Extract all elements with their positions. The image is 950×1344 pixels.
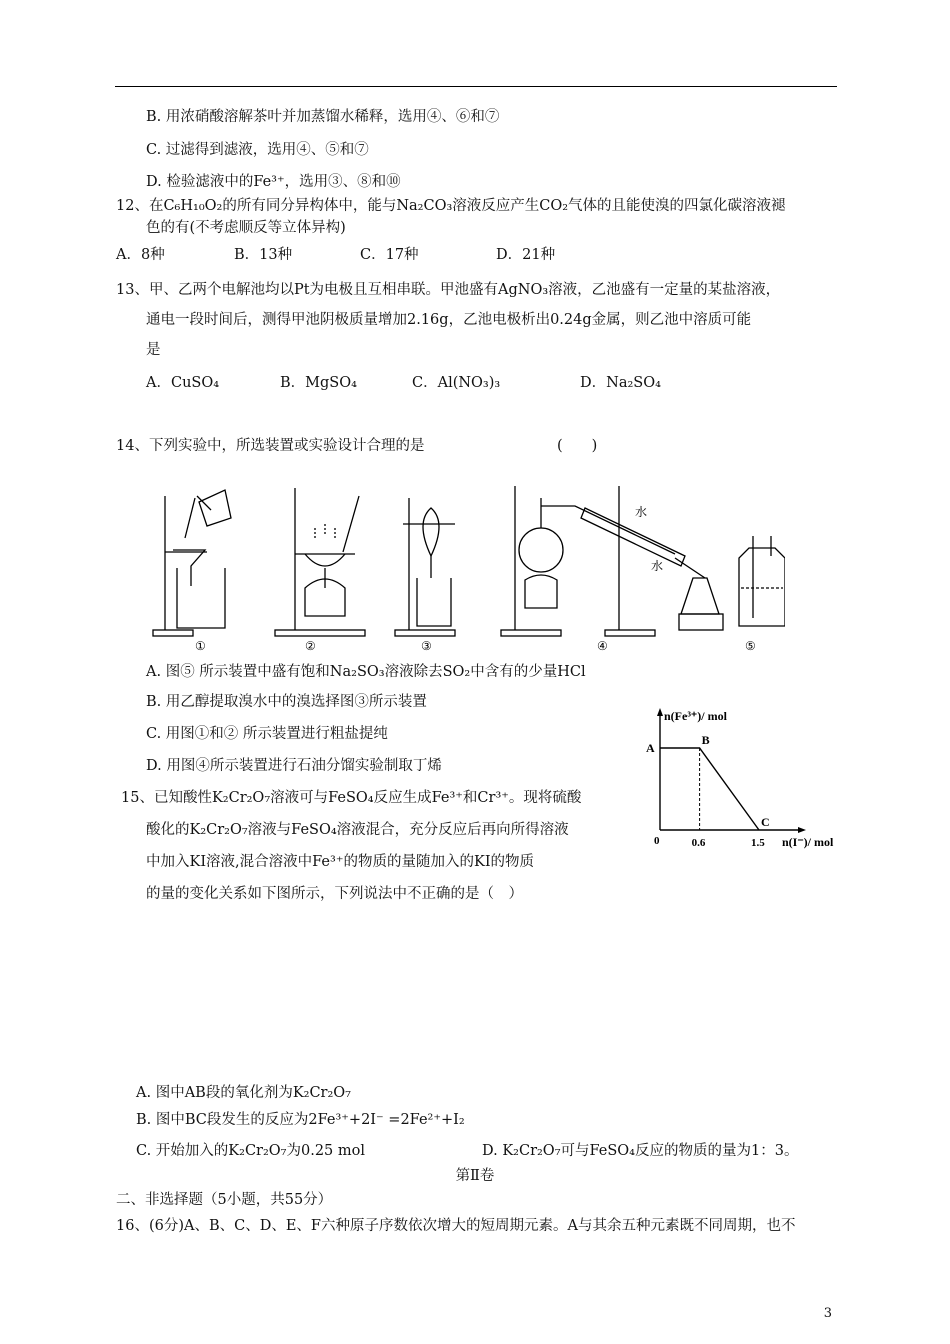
- q15-line-1: 15、已知酸性K₂Cr₂O₇溶液可与FeSO₄反应生成Fe³⁺和Cr³⁺。现将硫酸: [121, 790, 582, 806]
- apparatus-label-3: ③: [421, 639, 432, 653]
- q13-option-a: A．CuSO₄: [146, 375, 220, 391]
- q12-option-d: D．21种: [496, 247, 556, 263]
- y-axis-arrow: [657, 708, 663, 716]
- q12-option-c: C．17种: [360, 247, 419, 263]
- q14-option-b: B. 用乙醇提取溴水中的溴选择图③所示装置: [146, 694, 427, 710]
- apparatus-label-2: ②: [305, 639, 316, 653]
- q11-option-d: D. 检验滤液中的Fe³⁺，选用③、⑧和⑩: [146, 174, 401, 190]
- q13-option-d: D．Na₂SO₄: [580, 375, 661, 391]
- point-label-a: A: [646, 741, 655, 755]
- q14-option-a: A. 图⑤ 所示装置中盛有饱和Na₂SO₃溶液除去SO₂中含有的少量HCl: [146, 664, 586, 680]
- apparatus-3: [395, 498, 455, 636]
- x-tick-label: 0.6: [691, 837, 706, 849]
- point-label-b: B: [701, 733, 710, 747]
- x-tick-label: 1.5: [751, 837, 765, 849]
- point-label-c: C: [761, 815, 770, 829]
- series-line: [660, 748, 759, 830]
- volume-2-title: 第Ⅱ卷: [455, 1168, 495, 1184]
- apparatus-label-4: ④: [597, 639, 608, 653]
- q13-line-1: 13、甲、乙两个电解池均以Pt为电极且互相串联。甲池盛有AgNO₃溶液，乙池盛有一定量的某盐溶液，: [116, 282, 781, 298]
- header-rule: [115, 86, 837, 87]
- q12-option-a: A．8种: [116, 247, 165, 263]
- q13-options: [146, 373, 661, 393]
- q13-line-3: 是: [146, 342, 161, 358]
- q15-line-2: 酸化的K₂Cr₂O₇溶液与FeSO₄溶液混合，充分反应后再向所得溶液: [146, 822, 569, 838]
- apparatus-1: [153, 490, 231, 636]
- q14-option-d: D. 用图④所示装置进行石油分馏实验制取丁烯: [146, 758, 442, 774]
- q16-line-1: 16、(6分)A、B、C、D、E、F六种原子序数依次增大的短周期元素。A与其余五种元素既不同周期，也不: [116, 1218, 796, 1234]
- q15-line-3: 中加入KI溶液,混合溶液中Fe³⁺的物质的量随加入的KI的物质: [146, 854, 535, 870]
- q11-option-b: B. 用浓硝酸溶解茶叶并加蒸馏水稀释，选用④、⑥和⑦: [146, 109, 500, 125]
- apparatus-5: [739, 536, 785, 626]
- q14-answer-paren: ( ): [557, 438, 598, 454]
- q11-option-c: C. 过滤得到滤液，选用④、⑤和⑦: [146, 142, 369, 158]
- q12-line-2: 色的有(不考虑顺反等立体异构): [146, 220, 346, 236]
- water-in-label: 水: [651, 559, 664, 573]
- q12-options: [116, 245, 555, 265]
- apparatus-4: [501, 486, 723, 636]
- fe-ki-chart: [640, 700, 850, 860]
- apparatus-label-5: ⑤: [745, 639, 756, 653]
- q13-option-b: B．MgSO₄: [280, 375, 357, 391]
- x-axis-arrow: [798, 827, 806, 833]
- section-2-heading: 二、非选择题（5小题，共55分）: [116, 1192, 333, 1208]
- q15-option-d: D. K₂Cr₂O₇可与FeSO₄反应的物质的量为1：3。: [482, 1143, 799, 1159]
- y-axis-label: n(Fe³⁺)/ mol: [664, 709, 727, 723]
- apparatus-figure: [145, 478, 785, 658]
- q15-option-a: A. 图中AB段的氧化剂为K₂Cr₂O₇: [136, 1085, 351, 1101]
- water-out-label: 水: [635, 505, 648, 519]
- q15-option-c: C. 开始加入的K₂Cr₂O₇为0.25 mol: [136, 1143, 365, 1159]
- q12-option-b: B．13种: [234, 247, 293, 263]
- q15-option-b: B. 图中BC段发生的反应为2Fe³⁺+2I⁻ =2Fe²⁺+I₂: [136, 1112, 465, 1128]
- q12-line-1: 12、在C₆H₁₀O₂的所有同分异构体中，能与Na₂CO₃溶液反应产生CO₂气体的且能使溴的四氯化碳溶液褪: [116, 198, 786, 214]
- origin-label: 0: [654, 835, 660, 847]
- apparatus-label-1: ①: [195, 639, 206, 653]
- q14-option-c: C. 用图①和② 所示装置进行粗盐提纯: [146, 726, 388, 742]
- x-axis-label: n(I⁻)/ mol: [782, 835, 834, 849]
- q15-line-4: 的量的变化关系如下图所示，下列说法中不正确的是（ ）: [146, 886, 523, 902]
- q14-stem: 14、下列实验中，所选装置或实验设计合理的是: [116, 438, 425, 454]
- page-number: 3: [823, 1306, 832, 1321]
- apparatus-2: [275, 488, 365, 636]
- q13-line-2: 通电一段时间后，测得甲池阴极质量增加2.16g，乙池电极析出0.24g金属，则乙池中溶质可能: [146, 312, 752, 328]
- q13-option-c: C．Al(NO₃)₃: [412, 375, 501, 391]
